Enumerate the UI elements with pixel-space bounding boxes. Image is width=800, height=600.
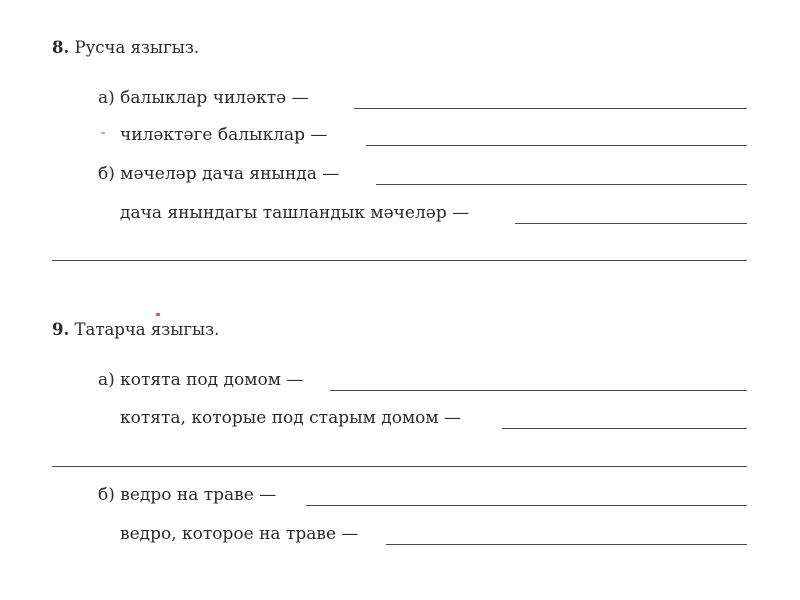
task-8-item-a2-answer-line[interactable] — [366, 145, 747, 146]
task-8-item-a2-label: чиләктәге балыклар — — [120, 125, 328, 145]
task-9-number: 9. — [52, 320, 70, 339]
task-9-item-a-answer-line[interactable] — [330, 390, 747, 391]
stray-mark — [101, 132, 105, 134]
task-8-item-b-label: б) мәчеләр дача янында — — [98, 164, 340, 184]
task-8-title — [52, 38, 199, 58]
task-9-item-b-label: б) ведро на траве — — [98, 485, 277, 505]
task-9-full-answer-line[interactable] — [52, 466, 747, 467]
task-9-item-b-answer-line[interactable] — [306, 505, 747, 506]
task-9-instruction: Татарча языгыз. — [74, 320, 220, 339]
task-8-item-a-answer-line[interactable] — [354, 108, 747, 109]
task-9-item-a2-label: котята, которые под старым домом — — [120, 408, 462, 428]
task-8-full-answer-line[interactable] — [52, 260, 747, 261]
task-8-item-a-label: а) балыклар чиләктә — — [98, 88, 309, 108]
task-9-item-a-label: а) котята под домом — — [98, 370, 304, 390]
task-8-instruction: Русча языгыз. — [74, 38, 200, 57]
ink-speck — [156, 313, 161, 317]
task-8-item-b2-label: дача янындагы ташландык мәчеләр — — [120, 203, 470, 223]
task-9-title — [52, 320, 219, 340]
task-8-item-b-answer-line[interactable] — [376, 184, 747, 185]
task-9-item-b2-label: ведро, которое на траве — — [120, 524, 359, 544]
task-8-item-b2-answer-line[interactable] — [515, 223, 747, 224]
task-8-number: 8. — [52, 38, 70, 57]
task-9-item-a2-answer-line[interactable] — [502, 428, 747, 429]
task-9-item-b2-answer-line[interactable] — [386, 544, 747, 545]
